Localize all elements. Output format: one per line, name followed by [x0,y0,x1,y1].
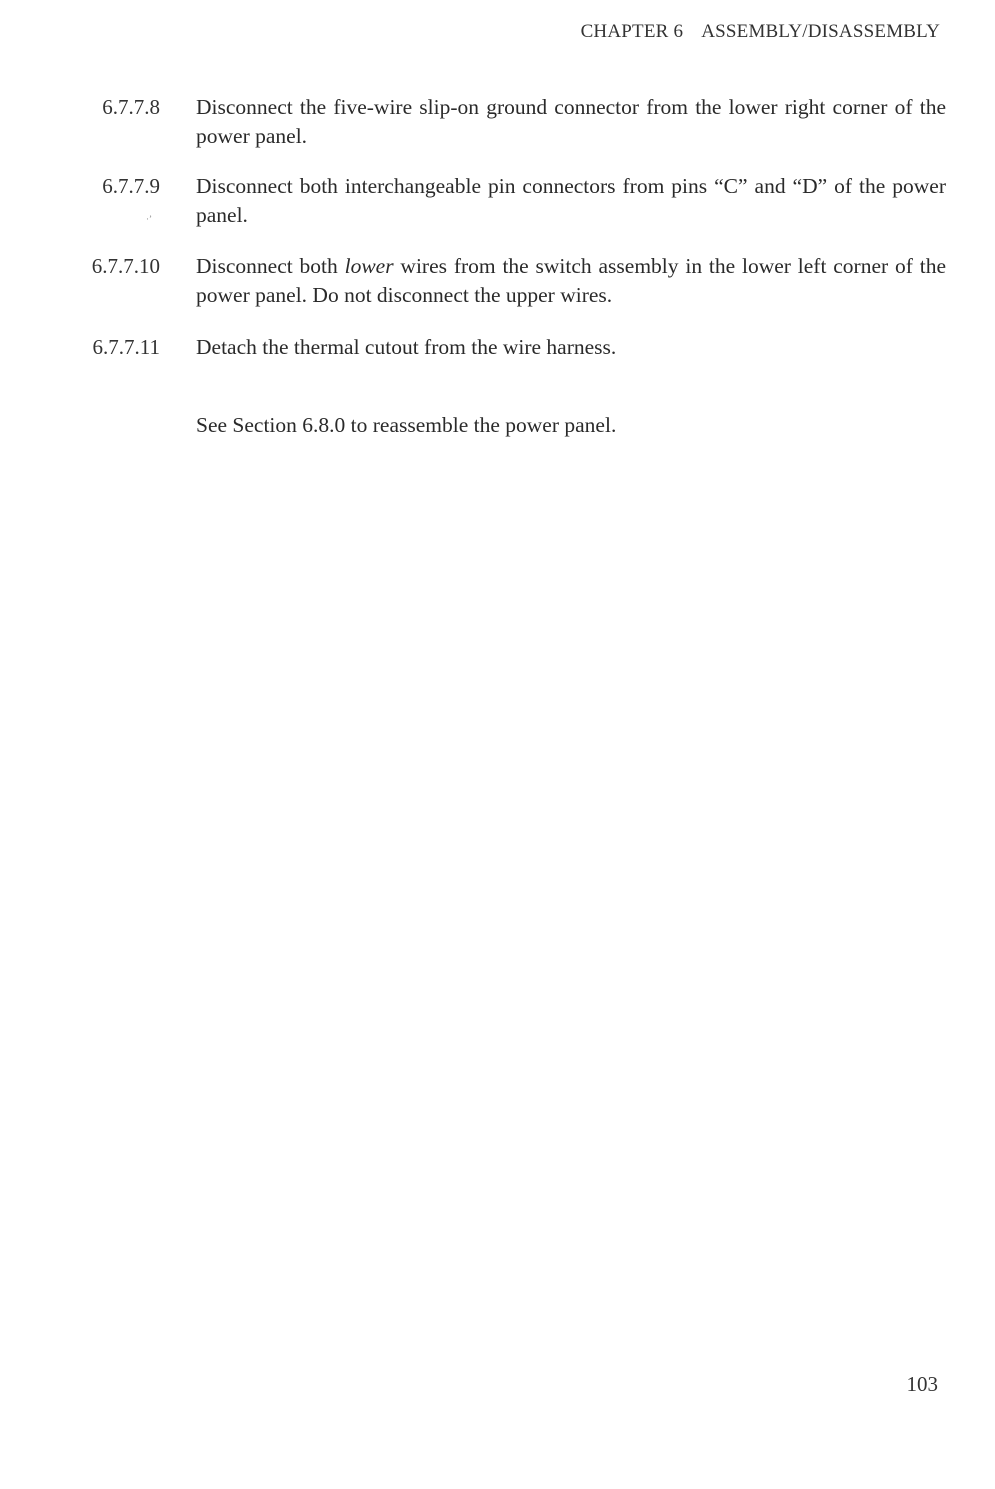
reassembly-note: See Section 6.8.0 to reassemble the power panel. [196,413,617,437]
step-text-before: Disconnect both [196,254,345,278]
step-text: Disconnect both interchangeable pin connectors from pins “C” and “D” of the power panel. [196,174,946,227]
page-number: 103 [906,1372,938,1396]
step-text [196,252,946,310]
step-number: 6.7.7.9 [102,174,160,198]
header-chapter: CHAPTER 6 [580,21,684,42]
scan-speck: ·’ [146,214,152,224]
step-text: Disconnect the five-wire slip-on ground connector from the lower right corner of the power panel. [196,95,946,148]
step-text-after: wires from the switch assembly in the lower left corner of the power panel. Do not disconnect the upper wires. [196,254,946,307]
header-title: ASSEMBLY/DISASSEMBLY [701,21,940,42]
running-header [581,21,940,43]
step-number: 6.7.7.10 [91,254,160,278]
step-text-emphasis: lower [344,254,394,278]
step-text: Detach the thermal cutout from the wire harness. [196,335,617,359]
step-number: 6.7.7.8 [102,95,160,119]
step-number: 6.7.7.11 [92,335,160,359]
